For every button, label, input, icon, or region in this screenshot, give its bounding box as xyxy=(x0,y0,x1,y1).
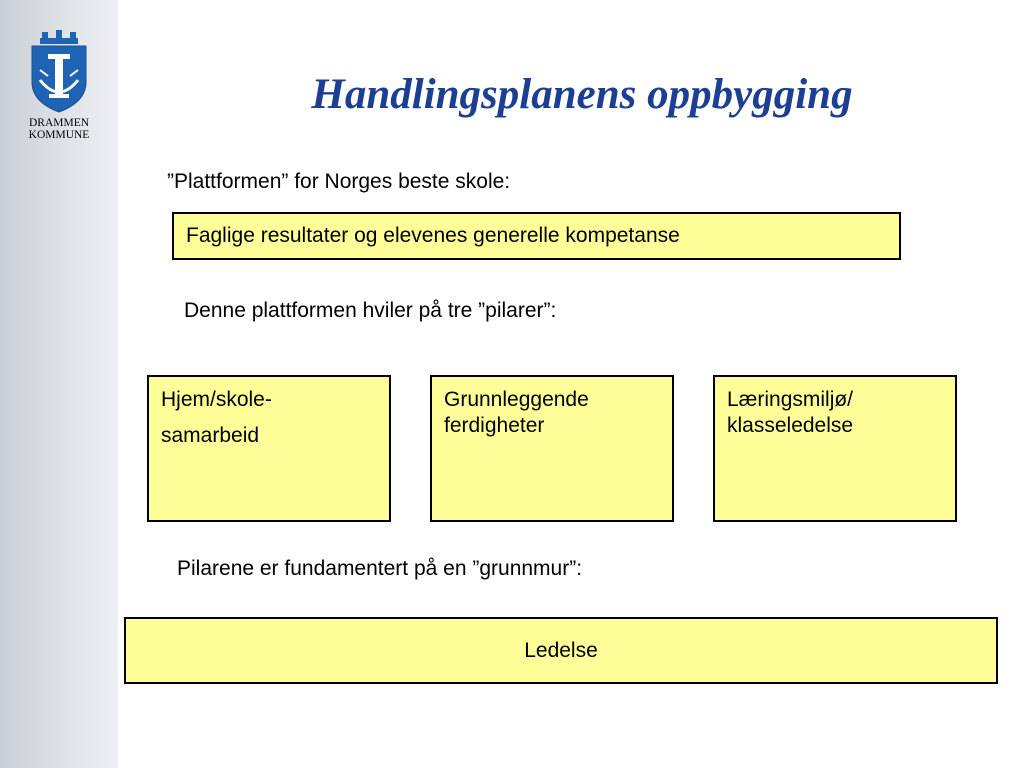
pillar-box-basic-skills xyxy=(430,375,674,522)
foundation-box: Ledelse xyxy=(124,617,998,684)
pillar-line2: samarbeid xyxy=(161,424,260,447)
pillar-box-home-school xyxy=(147,375,391,522)
pillars-intro: Denne plattformen hviler på tre ”pilarer”: xyxy=(184,299,557,322)
sidebar xyxy=(0,0,118,768)
pillar-box-learning-environment xyxy=(713,375,957,522)
pillar-line1: Grunnleggende xyxy=(444,388,589,411)
pillar-line1: Hjem/skole- xyxy=(161,388,272,411)
pillar-line2: klasseledelse xyxy=(727,414,854,437)
org-name-line2: KOMMUNE xyxy=(28,129,90,141)
platform-box: Faglige resultater og elevenes generelle kompetanse xyxy=(172,212,901,260)
platform-intro: ”Plattformen” for Norges beste skole: xyxy=(167,170,511,193)
pillar-line1: Læringsmiljø/ xyxy=(727,388,854,411)
pillar-line2: ferdigheter xyxy=(444,414,545,437)
org-name-line1: DRAMMEN xyxy=(28,117,90,129)
drammen-coat-of-arms-icon xyxy=(26,30,92,114)
slide-title: Handlingsplanens oppbygging xyxy=(311,71,853,118)
foundation-intro: Pilarene er fundamentert på en ”grunnmur”: xyxy=(177,557,583,580)
